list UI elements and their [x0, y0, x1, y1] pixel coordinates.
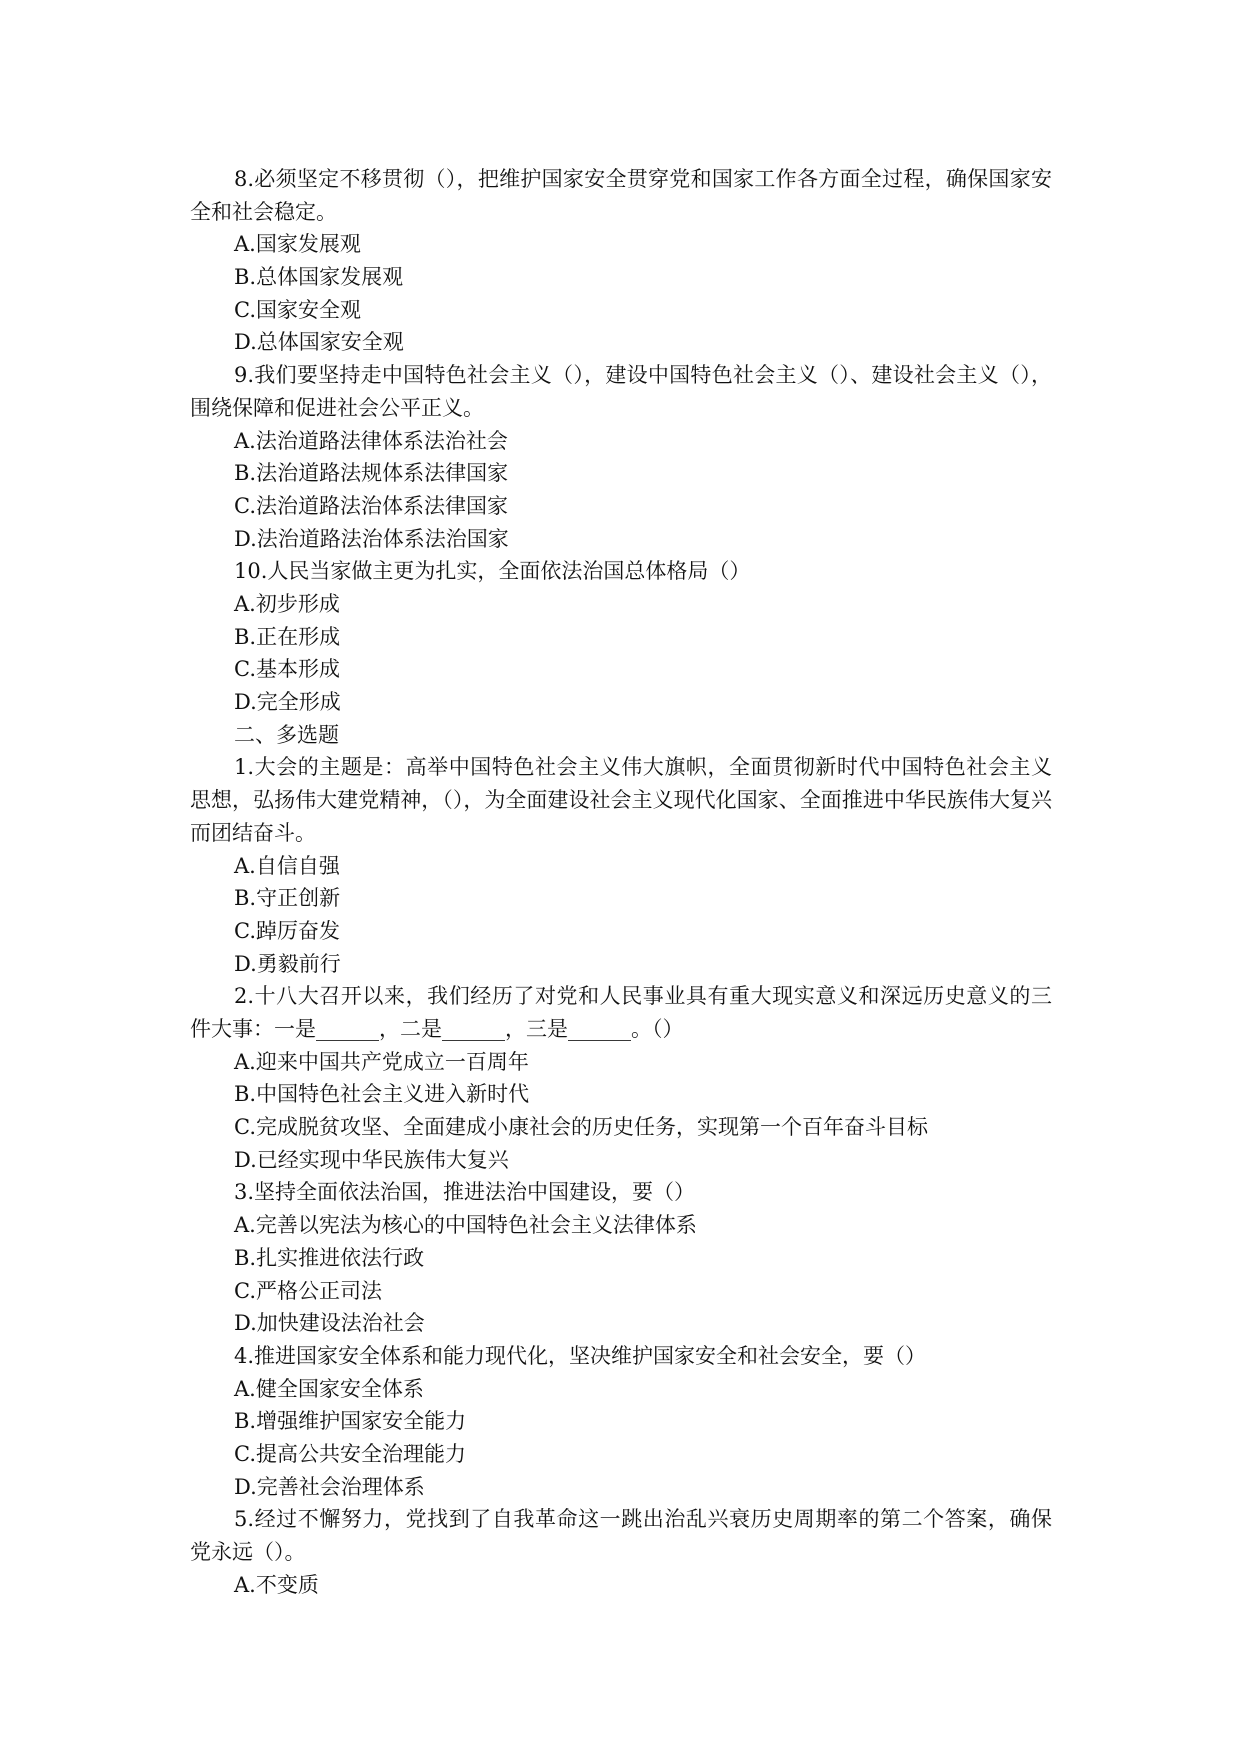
option-item: D.已经实现中华民族伟大复兴 [234, 1147, 509, 1172]
option-item: A.不变质 [234, 1572, 319, 1597]
option-item: A.法治道路法律体系法治社会 [234, 428, 508, 453]
question-block [190, 163, 1052, 359]
option-item: D.法治道路法治体系法治国家 [234, 526, 509, 551]
option-item: B.法治道路法规体系法律国家 [234, 461, 509, 486]
question-block [190, 980, 1052, 1176]
option-item: C.基本形成 [234, 657, 340, 682]
option-item: B.中国特色社会主义进入新时代 [234, 1082, 530, 1107]
question-block [190, 1176, 1052, 1339]
option-item: D.完全形成 [234, 690, 341, 715]
document-page [190, 163, 1052, 1601]
question-text: 3.坚持全面依法治国，推进法治中国建设，要（） [234, 1180, 696, 1205]
question-block [190, 555, 1052, 718]
question-block [190, 1340, 1052, 1503]
option-item: D.完善社会治理体系 [234, 1474, 425, 1499]
option-item: A.健全国家安全体系 [234, 1376, 424, 1401]
option-item: B.正在形成 [234, 624, 341, 649]
question-text: 4.推进国家安全体系和能力现代化，坚决维护国家安全和社会安全，要（） [234, 1343, 927, 1368]
question-text: 2.十八大召开以来，我们经历了对党和人民事业具有重大现实意义和深远历史意义的三件大事：一是______，二是______，三是______。（） [190, 984, 1052, 1042]
option-item: B.增强维护国家安全能力 [234, 1409, 467, 1434]
option-item: D.加快建设法治社会 [234, 1311, 425, 1336]
option-item: A.完善以宪法为核心的中国特色社会主义法律体系 [234, 1213, 697, 1238]
option-item: A.初步形成 [234, 592, 340, 617]
question-text: 9.我们要坚持走中国特色社会主义（），建设中国特色社会主义（）、建设社会主义（），围绕保障和促进社会公平正义。 [190, 363, 1052, 420]
question-text: 10.人民当家做主更为扎实，全面依法治国总体格局（） [234, 559, 751, 584]
option-item: C.严格公正司法 [234, 1278, 382, 1303]
option-item: D.勇毅前行 [234, 951, 341, 976]
option-item: C.完成脱贫攻坚、全面建成小康社会的历史任务，实现第一个百年奋斗目标 [234, 1115, 928, 1140]
option-item: A.自信自强 [234, 853, 340, 878]
section-heading: 二、多选题 [234, 722, 339, 747]
option-item: D.总体国家安全观 [234, 330, 404, 355]
question-block [190, 359, 1052, 555]
question-text: 8.必须坚定不移贯彻（），把维护国家安全贯穿党和国家工作各方面全过程，确保国家安全和社会稳定。 [190, 167, 1052, 224]
option-item: A.迎来中国共产党成立一百周年 [234, 1049, 529, 1074]
option-item: B.总体国家发展观 [234, 265, 404, 290]
question-text: 1.大会的主题是：高举中国特色社会主义伟大旗帜，全面贯彻新时代中国特色社会主义思想，弘扬伟大建党精神，（），为全面建设社会主义现代化国家、全面推进中华民族伟大复兴而团结奋斗。 [190, 755, 1052, 845]
question-text: 5.经过不懈努力，党找到了自我革命这一跳出治乱兴衰历史周期率的第二个答案，确保党永远（）。 [190, 1507, 1052, 1565]
question-block [190, 1503, 1052, 1601]
option-item: B.守正创新 [234, 886, 341, 911]
question-block [190, 751, 1052, 980]
option-item: C.法治道路法治体系法律国家 [234, 493, 508, 518]
option-item: C.提高公共安全治理能力 [234, 1442, 466, 1466]
option-item: A.国家发展观 [234, 232, 361, 257]
option-item: B.扎实推进依法行政 [234, 1245, 425, 1270]
option-item: C.国家安全观 [234, 297, 361, 322]
option-item: C.踔厉奋发 [234, 918, 340, 943]
